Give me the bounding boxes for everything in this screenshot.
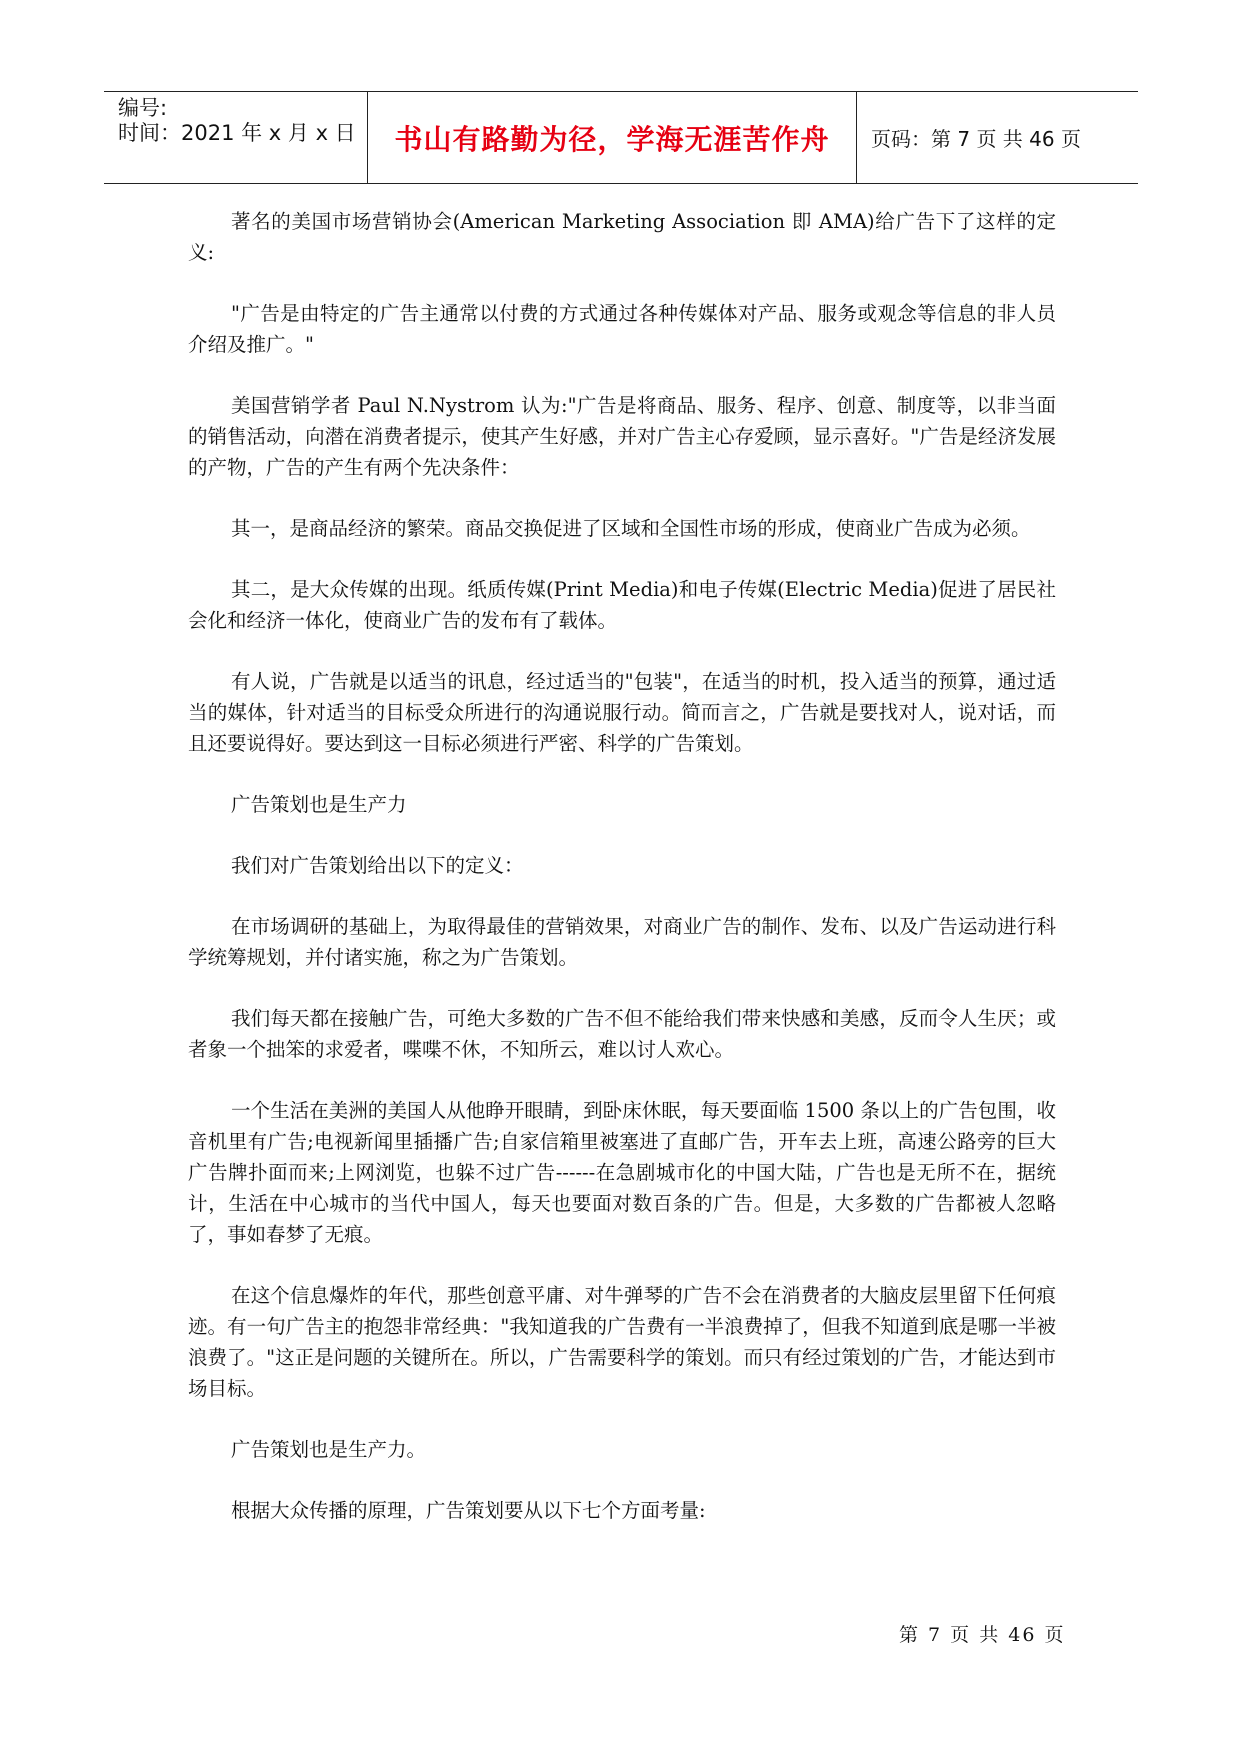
serial-number-label: 编号: [118, 96, 168, 120]
header-page-info: 页码：第 7 页 共 46 页 [871, 127, 1081, 151]
date-label: 时间：2021 年 x 月 x 日 [118, 121, 356, 145]
header-info-cell [104, 92, 368, 183]
paragraph: 我们每天都在接触广告，可绝大多数的广告不但不能给我们带来快感和美感，反而令人生厌；或者象一个拙笨的求爱者，喋喋不休，不知所云，难以讨人欢心。 [188, 1007, 1056, 1061]
paragraph: 广告策划也是生产力。 [231, 1438, 427, 1461]
paragraph: 一个生活在美洲的美国人从他睁开眼睛，到卧床休眠，每天要面临 1500 条以上的广告包围，收音机里有广告;电视新闻里插播广告;自家信箱里被塞进了直邮广告，开车去上班，高速公路旁的巨大广告牌扑面而来;上网浏览，也躲不过广告------在急剧城市化的中国大陆，广告也是无所不在，据统计，生活在中心城市的当代中国人，每天也要面对数百条的广告。但是，大多数的广告都被人忽略了，事如春梦了无痕。 [188, 1099, 1056, 1246]
paragraph: 有人说，广告就是以适当的讯息，经过适当的"包装"，在适当的时机，投入适当的预算，通过适当的媒体，针对适当的目标受众所进行的沟通说服行动。简而言之，广告就是要找对人，说对话，而且还要说得好。要达到这一目标必须进行严密、科学的广告策划。 [188, 670, 1056, 755]
page-header [104, 91, 1138, 184]
header-motto-cell [368, 92, 857, 183]
paragraph: 广告策划也是生产力 [231, 793, 407, 816]
paragraph: 在市场调研的基础上，为取得最佳的营销效果，对商业广告的制作、发布、以及广告运动进行科学统筹规划，并付诸实施，称之为广告策划。 [188, 915, 1056, 969]
paragraph: 其一，是商品经济的繁荣。商品交换促进了区域和全国性市场的形成，使商业广告成为必须。 [231, 517, 1031, 540]
paragraph: 根据大众传播的原理，广告策划要从以下七个方面考量: [231, 1499, 706, 1522]
paragraph: 其二，是大众传媒的出现。纸质传媒(Print Media)和电子传媒(Electric Media)促进了居民社会化和经济一体化，使商业广告的发布有了载体。 [188, 578, 1056, 632]
paragraph: 美国营销学者 Paul N.Nystrom 认为:"广告是将商品、服务、程序、创意、制度等，以非当面的销售活动，向潜在消费者提示，使其产生好感，并对广告主心存爱顾，显示喜好。"广告是经济发展的产物，广告的产生有两个先决条件： [188, 394, 1056, 479]
paragraph: 著名的美国市场营销协会(American Marketing Association 即 AMA)给广告下了这样的定义: [188, 210, 1056, 264]
motto-text: 书山有路勤为径，学海无涯苦作舟 [394, 122, 830, 156]
paragraph: "广告是由特定的广告主通常以付费的方式通过各种传媒体对产品、服务或观念等信息的非人员介绍及推广。" [188, 302, 1056, 356]
page-footer: 第 7 页 共 46 页 [899, 1624, 1066, 1646]
paragraph: 我们对广告策划给出以下的定义： [231, 854, 524, 877]
document-body [188, 206, 1056, 1556]
paragraph: 在这个信息爆炸的年代，那些创意平庸、对牛弹琴的广告不会在消费者的大脑皮层里留下任何痕迹。有一句广告主的抱怨非常经典："我知道我的广告费有一半浪费掉了，但我不知道到底是哪一半被浪费了。"这正是问题的关键所在。所以，广告需要科学的策划。而只有经过策划的广告，才能达到市场目标。 [188, 1284, 1056, 1400]
